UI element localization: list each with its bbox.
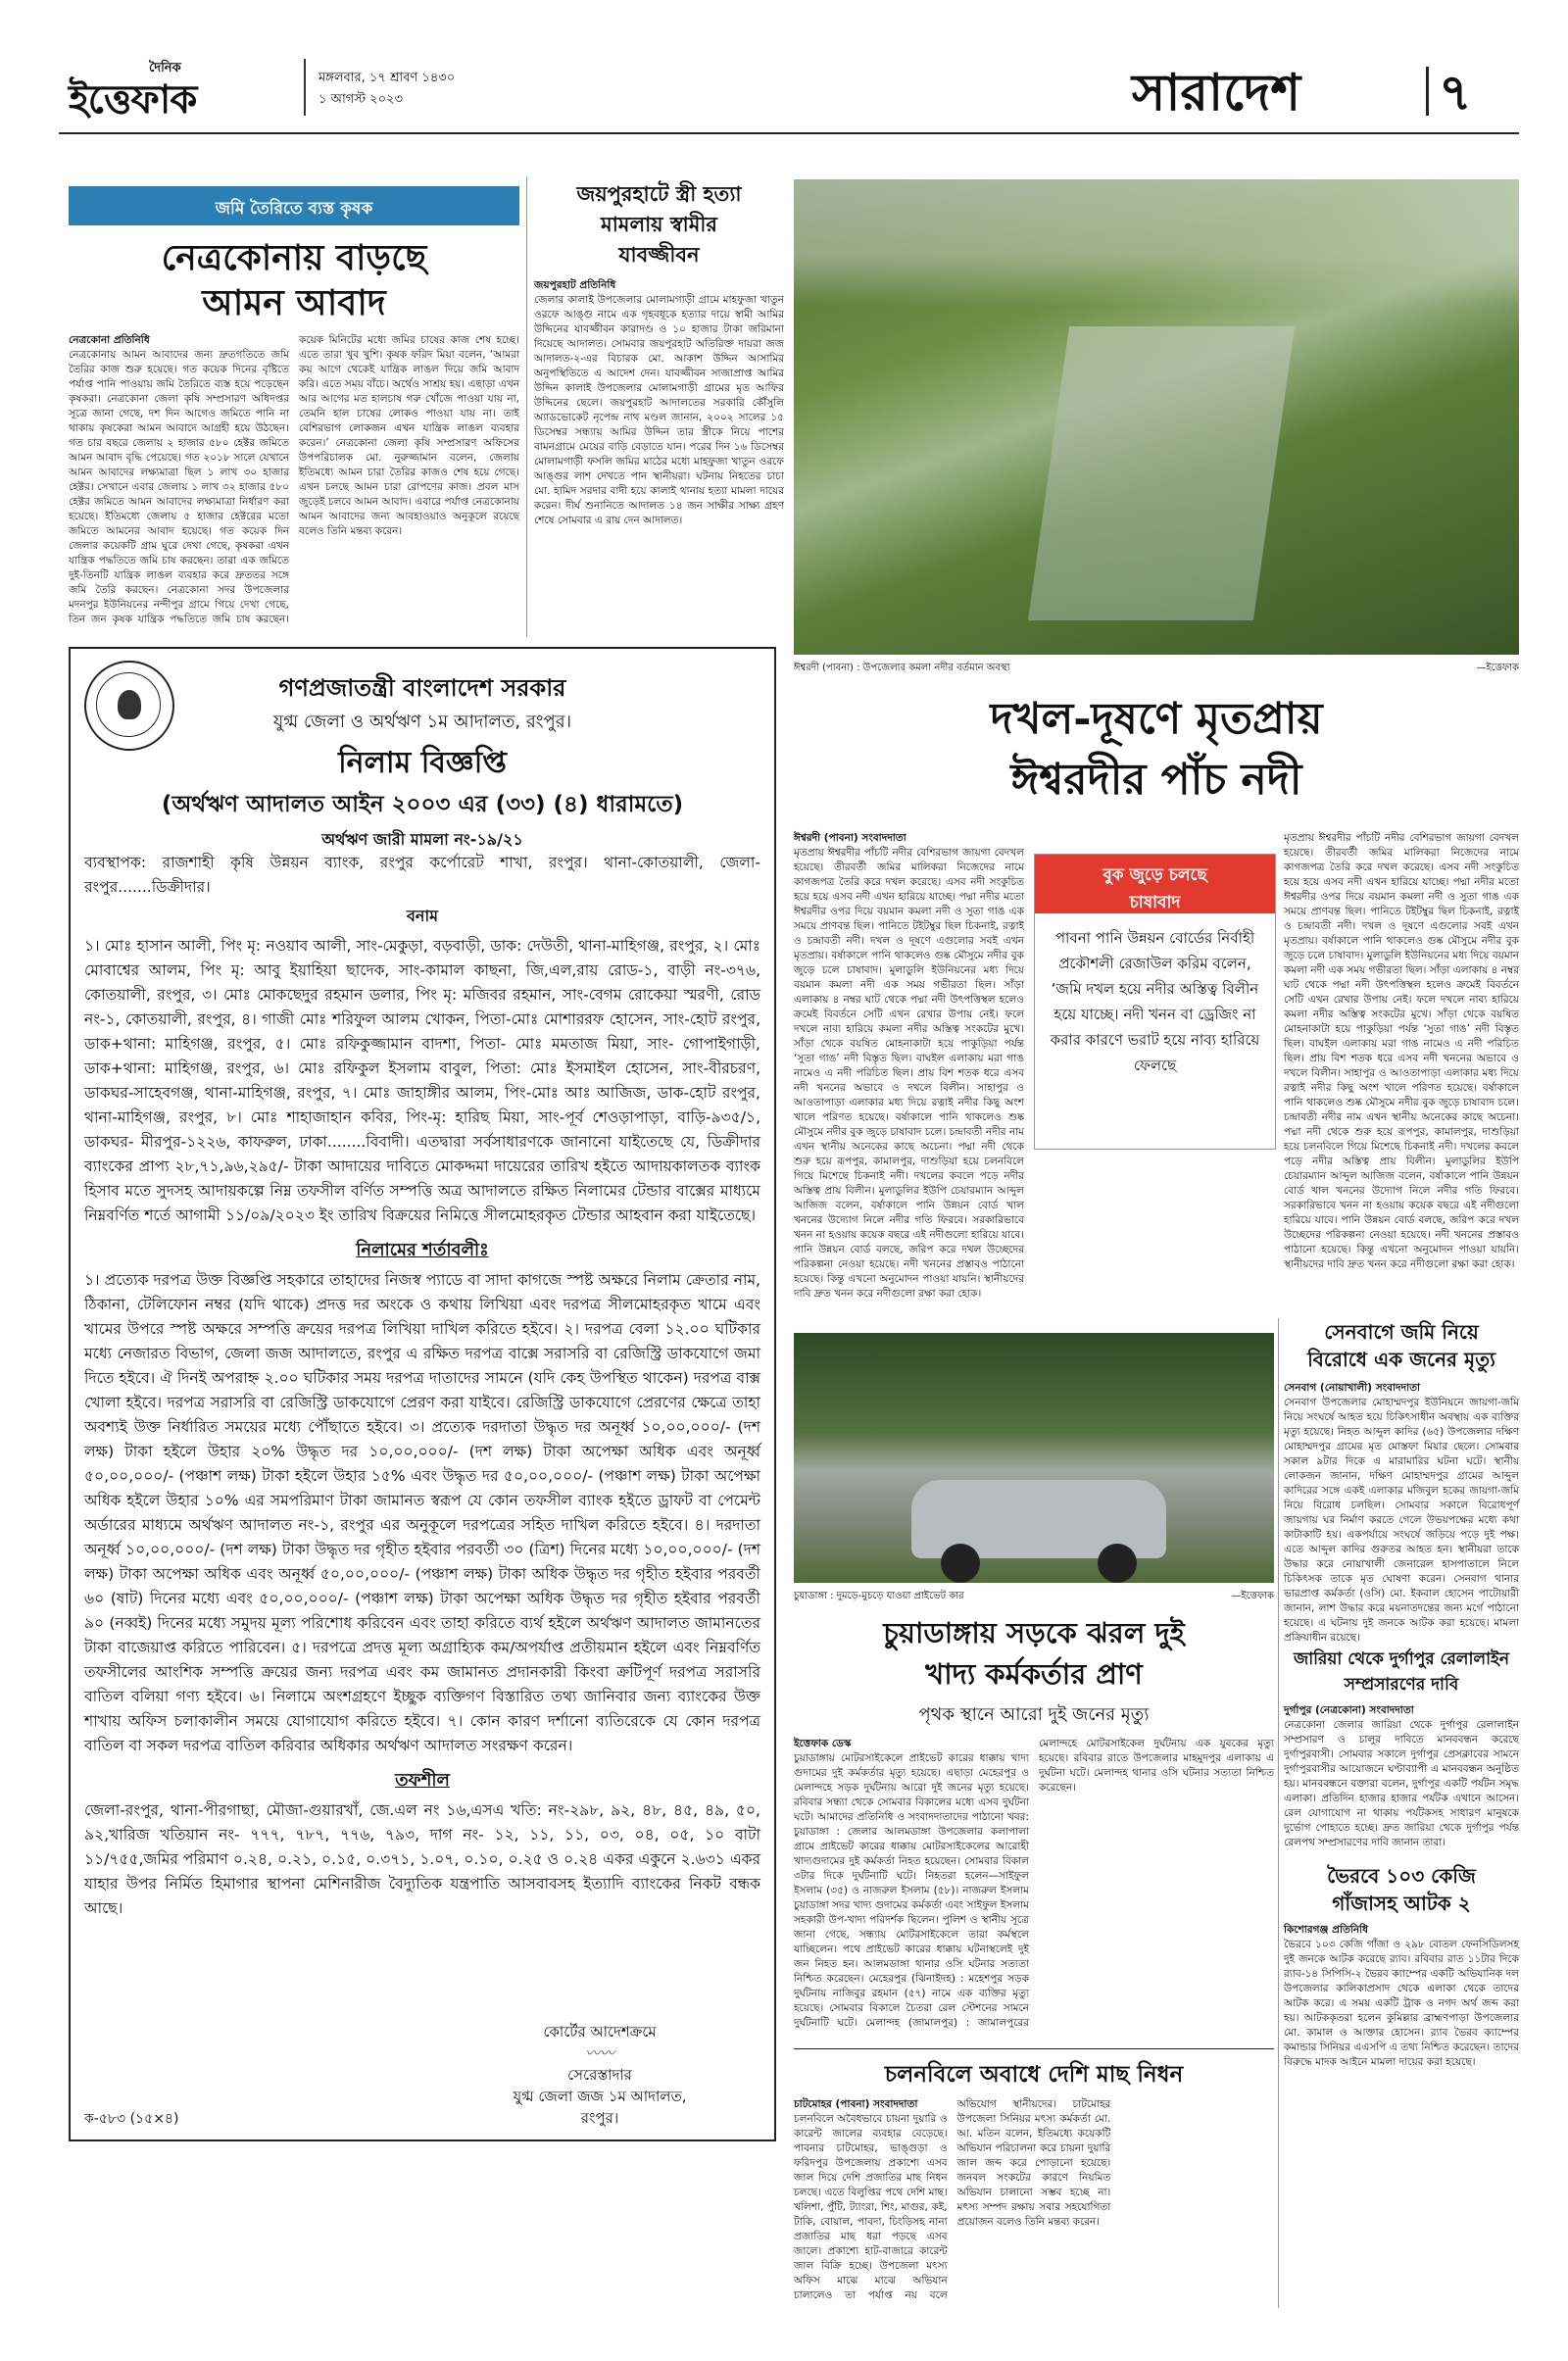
byline: কিশোরগঞ্জ প্রতিনিধি bbox=[1284, 1924, 1368, 1936]
headline bbox=[534, 178, 784, 270]
headline-line-1: জয়পুরহাটে স্ত্রী হত্যা bbox=[576, 181, 742, 206]
story-bhairab bbox=[1284, 1862, 1519, 2151]
section-divider bbox=[1426, 67, 1429, 116]
signature-block: কোর্টের আদেশক্রমে 〰〰 সেরেস্তাদার যুগ্ম জেলা জজ ১ম আদালত, রংপুর। bbox=[443, 2021, 757, 2129]
headline: জারিয়া থেকে দুর্গাপুর রেলালাইন সম্প্রসারণের দাবি bbox=[1293, 1649, 1509, 1695]
body-text: ভৈরবে ১০৩ কেজি গাঁজা ও ২৯৮ বোতল ফেনসিডিলসহ দুই জনকে আটক করেছে র‌্যাব। রবিবার রাত ১১টার দিকে র‌্যাব-১৪ সিপিসি-২ ভৈরব ক্যাম্পের একটি অভিযানিক দল উপজেলার কালিকাপ্রসাদ থেকে এলাকা থেকে তাদের আটক করে। এ সময় একটি ট্রাক ও নগদ অর্থ জব্দ করা হয়। আটককৃতরা হলেন কুমিল্লার ব্রাহ্মণপাড়া উপজেলার মো. কামাল ও আক্তার হোসেন। র‌্যাব ভৈরব ক্যাম্পের কমান্ডার সিনিয়র এএসপি এ তথ্য নিশ্চিত করেছেন। তাদের বিরুদ্ধে মাদক আইনে মামলা দায়ের করা হয়েছে। bbox=[1284, 1939, 1519, 2068]
headline-line-3: যাবজ্জীবন bbox=[618, 242, 700, 267]
headline-line-1: নেত্রকোনায় বাড়ছে bbox=[161, 237, 427, 278]
order-by: কোর্টের আদেশক্রমে bbox=[543, 2023, 657, 2041]
story-chuadanga bbox=[794, 1333, 1274, 2034]
body-text: চুয়াডাঙ্গায় মোটরসাইকেলে প্রাইভেট কারের ধাক্কায় খাদ্য গুদামের দুই কর্মকর্তার মৃত্যু হয়েছে। এছাড়া মেহেরপুর ও মেলান্দহে সড়ক দুর্ঘটনায় আরো দুই জনের মৃত্যু হয়েছে। রবিবার সন্ধ্যা থেকে সোমবার বিকালের মধ্যে এসব দুর্ঘটনা ঘটে। আমাদের প্রতিনিধি ও সংবাদদাতাদের পাঠানো খবর: চুয়াডাঙ্গা : জেলার আলমডাঙ্গা উপজেলার কলাপালা গ্রামে প্রাইভেট কারের ধাক্কায় মোটরসাইকেলের আরোহী খাদ্যগুদামের দুই কর্মকর্তা নিহত হয়েছেন। সোমবার বিকাল ৩টার দিকে দুর্ঘটনাটি ঘটে। নিহতরা হলেন—সাইফুল ইসলাম (৩৫) ও নাজরুল ইসলাম (৫৮)। নাজরুল ইসলাম চুয়াডাঙ্গা সদর খাদ্য গুদামের কর্মকর্তা এবং সাইফুল ইসলাম সহকারী উপ-খাদ্য পরিদর্শক ছিলেন। পুলিশ ও স্থানীয় সূত্রে জানা গেছে, সন্ধ্যায় মোটরসাইকেলে তারা কর্মস্থলে যাচ্ছিলেন। পথে প্রাইভেট কারের ধাক্কায় ঘটনাস্থলেই দুই জন নিহত হন। আলমডাঙ্গা থানার ওসি ঘটনার সত্যতা নিশ্চিত করেছেন। মেহেরপুর (ঝিনাইদহ) : মহেশপুর সড়ক দুর্ঘটনায় নাজিবুর রহমান (৫৭) নামে এক ব্যক্তির মৃত্যু হয়েছে। সোমবার বিকালে চৈতরা রেল স্টেশনের সামনে দুর্ঘটনাটি ঘটে। মেলান্দহ (জামালপুর) : জামালপুরের মেলান্দহে মোটরসাইকেল দুর্ঘটনায় এক যুবকের মৃত্যু হয়েছে। রবিবার রাতে উপজেলার মাহমুদপুর এলাকায় এ দুর্ঘটনা ঘটে। মেলান্দহ থানার ওসি ঘটনার সত্যতা নিশ্চিত করেছেন। bbox=[794, 1738, 1274, 2029]
byline: নেত্রকোনা প্রতিনিধি bbox=[69, 334, 150, 346]
article-body-col1 bbox=[794, 831, 1024, 1306]
conditions-title: নিলামের শর্তাবলীঃ bbox=[356, 1240, 489, 1260]
article-body bbox=[1284, 1923, 1519, 2148]
page-number: ৭ bbox=[1439, 63, 1472, 123]
headline bbox=[794, 689, 1519, 811]
article-body bbox=[1284, 1381, 1519, 1644]
masthead-rule bbox=[59, 132, 1519, 134]
column-divider bbox=[526, 176, 527, 637]
notice-code: ক-৫৮৩ (১৫×৪) bbox=[84, 2111, 179, 2127]
headline-line-2: ঈশ্বরদীর পাঁচ নদী bbox=[1010, 755, 1302, 805]
kicker-text: জমি তৈরিতে ব্যস্ত কৃষক bbox=[215, 199, 373, 219]
article-body bbox=[794, 1737, 1274, 2031]
pull-quote-text: পাবনা পানি উন্নয়ন বোর্ডের নির্বাহী প্রকৌশলী রেজাউল করিম বলেন, ‘জমি দখল হয়ে নদীর অস্তিত্ব বিলীন হয়ে যাচ্ছে। নদী খনন বা ড্রেজিং না করার কারণে ভরাট হয়ে নাব্য হারিয়ে ফেলছে bbox=[1050, 929, 1260, 1074]
article-body bbox=[794, 2097, 1274, 2315]
story-netrokona bbox=[69, 186, 519, 637]
masthead-divider bbox=[304, 59, 306, 116]
headline: চুয়াডাঙ্গায় সড়কে ঝরল দুই খাদ্য কর্মকর্তার প্রাণ bbox=[883, 1616, 1185, 1691]
case-number: অর্থঋণ জারী মামলা নং-১৯/২১ bbox=[321, 830, 523, 849]
headline-line-2: আমন আবাদ bbox=[202, 282, 386, 323]
byline: ঈশ্বরদী (পাবনা) সংবাদদাতা bbox=[794, 832, 906, 844]
headline bbox=[69, 235, 519, 325]
article-body bbox=[1284, 1703, 1519, 1850]
photo-credit: —ইত্তেফাক bbox=[1476, 663, 1519, 673]
headline: ভৈরবে ১০৩ কেজি গাঁজাসহ আটক ২ bbox=[1327, 1864, 1476, 1915]
kicker-banner bbox=[69, 186, 519, 225]
photo-caption: চুয়াডাঙ্গা : দুমড়ে-মুচড়ে যাওয়া প্রাইভেট কার bbox=[794, 1591, 964, 1601]
notice-law: (অর্থঋণ আদালত আইন ২০০৩ এর (৩৩) (৪) ধারামতে) bbox=[161, 792, 684, 817]
article-body-col2: মৃতপ্রায় ঈশ্বরদীর পাঁচটি নদীর বেশিরভাগ জায়গা বেদখল হয়েছে। তীরবর্তী জমির মালিকরা নিজেদের নামে কাগজপত্র তৈরি করে দখল করেছে। এসব নদী সংকুচিত হয়ে হয়ে এসব নদী এখন হারিয়ে যাচ্ছে। পদ্মা নদীর মতো ঈশ্বরদীর ওপর দিয়ে বয়মান কমলা নদী ও সুতা গাঙ এক সময়ে প্রাণবন্ত ছিল। পানিতে টইটম্বুর ছিল চিকনাই, রত্নাই ও চন্দ্রাবতী নদী। দখল ও দূষণে এগুলোর সবই এখন মৃতপ্রায়। বর্ষাকালে পানি থাকলেও গুষ্ক মৌসুমে নদীর বুক জুড়ে চলে চাষাবাদ। মুলাডুলি ইউনিয়নের মধ্য দিয়ে বয়মান কমলা নদী এক সময় গভীরতা ছিল। সাঁড়া এলাকায় ৪ নম্বর ঘাট থেকে পদ্মা নদী উৎপত্তিস্থল হলেও ক্রমেই বিবর্তনে সেটি এখন রেখার উপায় নেই। ফলে দখলে নাব্য হারিয়ে কমলা নদীর অস্তিত্ব সংকটের মুখে। সাঁড়া থেকে বয়ষিত মোহনাকাটা হয়ে পাকুড়িয়া পর্যন্ত ‘সুতা গাঙ’ নদী বিস্তৃত ছিল। বাঘইল এলাকায় মরা গাঙ নামেও এ নদী পরিচিত ছিল। প্রায় বিশ শতক ধরে এসব নদী খননের অভাবে ও দখলে বিলীন। সাহাপুর ও আওতাপাড়া এলাকার মধ্য দিয়ে রত্নাই নদীর কিছু অংশ খালে পরিণত হয়েছে। বর্ষাকালে পানি থাকলেও শুষ্ক মৌসুমে নদীর বুক জুড়ে চাষাবাদ চলে। চন্দ্রাবতী নদীর নাম এখন স্থানীয় অনেকের কাছে অচেনা। পদ্মা নদী থেকে শুরু হয়ে রূপপুর, কামালপুর, দাশুড়িয়া হয়ে চলনবিলে গিয়ে মিশেছে চিকনাই নদী। দখলের কবলে পড়ে নদীর অস্তিত্ব প্রায় বিলীন। মুলাডুলির ইউপি চেয়ারম্যান আব্দুল আজিজ বলেন, বর্ষাকালে পানি উন্নয়ন বোর্ড খাল খননের উদ্যোগ নিলে নদীর গতি ফিরবে। সরকারিভাবে খনন না হওয়ায় কয়েক বছরে এই নদীগুলো হারিয়ে যাবে। পানি উন্নয়ন বোর্ড বলছে, জরিপ করে দখল উচ্ছেদের পরিকল্পনা নেওয়া হয়েছে। নদী খননের প্রস্তাবও পাঠানো হয়েছে। কিন্তু এখনো অনুমোদন পাওয়া যায়নি। স্থানীয়দের দাবি দ্রুত খনন করে নদীগুলো রক্ষা করা হোক। bbox=[1284, 832, 1519, 1270]
story-chalanbil bbox=[794, 2048, 1274, 2318]
column-divider bbox=[1278, 1318, 1279, 2308]
byline: সেনবাগ (নোয়াখালী) সংবাদদাতা bbox=[1284, 1382, 1421, 1394]
headline: সেনবাগে জমি নিয়ে বিরোধে এক জনের মৃত্যু bbox=[1307, 1320, 1495, 1371]
schedule-title: তফশীল bbox=[395, 1770, 450, 1791]
car-crash-photo bbox=[794, 1333, 1274, 1583]
pull-quote-heading: বুক জুড়ে চলছে চাষাবাদ bbox=[1035, 855, 1275, 913]
logo-main-text: ইত্তেফাক bbox=[69, 76, 197, 123]
headline-line-2: মামলায় স্বামীর bbox=[601, 212, 717, 236]
govt-title: গণপ্রজাতন্ত্রী বাংলাদেশ সরকার bbox=[278, 674, 566, 702]
notice-title: নিলাম বিজ্ঞপ্তি bbox=[338, 746, 507, 780]
signature-scribble: 〰〰 bbox=[584, 2044, 614, 2062]
story-joypurhat bbox=[534, 176, 784, 632]
byline: দুর্গাপুর (নেত্রকোনা) সংবাদদাতা bbox=[1284, 1704, 1414, 1716]
article-body bbox=[534, 278, 784, 631]
notice-body bbox=[84, 851, 760, 1921]
section-title: সারাদেশ bbox=[1132, 63, 1301, 123]
photo-caption: ঈশ্বরদী (পাবনা) : উপজেলার কমলা নদীর বর্তমান অবস্থা bbox=[794, 663, 1010, 673]
date-bangla: মঙ্গলবার, ১৭ শ্রাবণ ১৪৩০ bbox=[318, 71, 456, 85]
body-text: মৃতপ্রায় ঈশ্বরদীর পাঁচটি নদীর বেশিরভাগ জায়গা বেদখল হয়েছে। তীরবর্তী জমির মালিকরা নিজেদের নামে কাগজপত্র তৈরি করে দখল করেছে। এসব নদী সংকুচিত হয়ে হয়ে এসব নদী এখন হারিয়ে যাচ্ছে। পদ্মা নদীর মতো ঈশ্বরদীর ওপর দিয়ে বয়মান কমলা নদী ও সুতা গাঙ এক সময়ে প্রাণবন্ত ছিল। পানিতে টইটম্বুর ছিল চিকনাই, রত্নাই ও চন্দ্রাবতী নদী। দখল ও দূষণে এগুলোর সবই এখন মৃতপ্রায়। বর্ষাকালে পানি থাকলেও গুষ্ক মৌসুমে নদীর বুক জুড়ে চলে চাষাবাদ। মুলাডুলি ইউনিয়নের মধ্য দিয়ে বয়মান কমলা নদী এক সময় গভীরতা ছিল। সাঁড়া এলাকায় ৪ নম্বর ঘাট থেকে পদ্মা নদী উৎপত্তিস্থল হলেও ক্রমেই বিবর্তনে সেটি এখন রেখার উপায় নেই। ফলে দখলে নাব্য হারিয়ে কমলা নদীর অস্তিত্ব সংকটের মুখে। সাঁড়া থেকে বয়ষিত মোহনাকাটা হয়ে পাকুড়িয়া পর্যন্ত ‘সুতা গাঙ’ নদী বিস্তৃত ছিল। বাঘইল এলাকায় মরা গাঙ নামেও এ নদী পরিচিত ছিল। প্রায় বিশ শতক ধরে এসব নদী খননের অভাবে ও দখলে বিলীন। সাহাপুর ও আওতাপাড়া এলাকার মধ্য দিয়ে রত্নাই নদীর কিছু অংশ খালে পরিণত হয়েছে। বর্ষাকালে পানি থাকলেও শুষ্ক মৌসুমে নদীর বুক জুড়ে চাষাবাদ চলে। চন্দ্রাবতী নদীর নাম এখন স্থানীয় অনেকের কাছে অচেনা। পদ্মা নদী থেকে শুরু হয়ে রূপপুর, কামালপুর, দাশুড়িয়া হয়ে চলনবিলে গিয়ে মিশেছে চিকনাই নদী। দখলের কবলে পড়ে নদীর অস্তিত্ব প্রায় বিলীন। মুলাডুলির ইউপি চেয়ারম্যান আব্দুল আজিজ বলেন, বর্ষাকালে পানি উন্নয়ন বোর্ড খাল খননের উদ্যোগ নিলে নদীর গতি ফিরবে। সরকারিভাবে খনন না হওয়ায় কয়েক বছরে এই নদীগুলো হারিয়ে যাবে। পানি উন্নয়ন বোর্ড বলছে, জরিপ করে দখল উচ্ছেদের পরিকল্পনা নেওয়া হয়েছে। নদী খননের প্রস্তাবও পাঠানো হয়েছে। কিন্তু এখনো অনুমোদন পাওয়া যায়নি। স্থানীয়দের দাবি দ্রুত খনন করে নদীগুলো রক্ষা করা হোক। bbox=[794, 847, 1024, 1300]
article-body bbox=[69, 333, 519, 637]
masthead bbox=[59, 39, 1519, 137]
photo-credit: —ইত্তেফাক bbox=[1231, 1591, 1274, 1601]
river-photo bbox=[794, 179, 1519, 655]
plaintiff-text: ব্যবস্থাপক: রাজশাহী কৃষি উন্নয়ন ব্যাংক, রংপুর কর্পোরেট শাখা, রংপুর। থানা-কোতয়ালী, জেলা-রংপুর.......ডিক্রীদার। bbox=[84, 854, 760, 896]
byline: ইত্তেফাক ডেস্ক bbox=[794, 1738, 852, 1749]
story-durgapur bbox=[1284, 1647, 1519, 1852]
story-ishwardi bbox=[794, 179, 1519, 1311]
pull-quote-box bbox=[1034, 854, 1276, 1150]
auction-notice bbox=[69, 647, 776, 2141]
schedule-text: জেলা-রংপুর, থানা-পীরগাছা, মৌজা-গুয়ারখাঁ, জে.এল নং ১৬,এসএ খতি: নং-২৯৮, ৯২, ৪৮, ৪৫, ৪৯, ৫০, ৯২,খারিজ খতিয়ান নং- ৭৭৭, ৭৮৭, ৭৭৬, ৭৯৩, দাগ নং- ১২, ১১, ১১, ০৩, ০৪, ০৫, ১০ বাটা ১১/৭৫৫,জমির পরিমাণ ০.২৪, ০.২১, ০.১৫, ০.৩৭১, ১.০৭, ০.১০, ০.২৫ ও ০.২৪ একর একুনে ২.৬৩১ একর যাহার উপর নির্মিত হিমাগার স্থাপনা মেশিনারীজ বৈদ্যুতিক যন্ত্রপাতি আসবাবসহ ইত্যাদি ব্যাংকের নিকট বন্ধক আছে। bbox=[84, 1801, 760, 1917]
body-text: নেত্রকোনায় আমন আবাদের জন্য দ্রুতগতিতে জমি তৈরির কাজ শুরু হয়েছে। গত কয়েক দিনের বৃষ্টিতে পর্যাপ্ত পানি পাওয়ায় জমি তৈরিতে ব্যস্ত হয়ে পড়েছেন কৃষকরা। নেত্রকোনা জেলা কৃষি সম্প্রসারণ অধিদপ্তর সূত্রে জানা গেছে, দশ দিন আগেও জমিতে পানি না থাকায় কৃষকেরা আমন আবাদে আগ্রহী হয়ে উঠছেন। গত চার বছরে জেলায় ২ হাজার ৫৮০ হেক্টর জমিতে আমন আবাদ বৃদ্ধি পেয়েছে। গত ২০১৮ সালে যেখানে আমন আবাদের লক্ষ্যমাত্রা ছিল ১ লাখ ৩০ হাজার হেক্টর। সেখানে এবার জেলায় ১ লাখ ৩২ হাজার ৫৮০ হেক্টর জমিতে আমন আবাদের লক্ষ্যমাত্রা নির্ধারণ করা হয়েছে। ইতিমধ্যে জেলায় ৫ হাজার হেক্টরের মতো জমিতে আমনের আবাদ হয়েছে। গত কয়েক দিন জেলার কয়েকটি গ্রাম ঘুরে দেখা গেছে, কৃষকরা এখন যান্ত্রিক পদ্ধতিতে জমি চাষ করছেন। তারা এক জমিতে দুই-তিনটি যান্ত্রিক লাঙল ব্যবহার করে দ্রুততর সঙ্গে জমি তৈরি করছেন। নেত্রকোনা সদর উপজেলার মদনপুর ইউনিয়নের নন্দীপুর গ্রামে গিয়ে দেখা গেছে, তিন জন কৃষক যান্ত্রিক পদ্ধতিতে জমি চাষ করছেন। কয়েক মিনিটের মধ্যে জমির চাষের কাজ শেষ হচ্ছে। এতে তারা খুব খুশি। কৃষক ফরিদ মিয়া বলেন, ‘আমরা কয় আগে থেকেই যান্ত্রিক লাঙল দিয়ে জমি আবাদ করি। এতে সময় বাঁচে। অর্থেও সাশ্রয় হয়। এছাড়া এখন আর আগের মত হালচাষ গরু খোঁজে পাওয়া যায় না, তেমনি হাল চাষের লোকও পাওয়া যায় না। তাই বেশিরভাগ লোকজন এখন যান্ত্রিক লাঙল ব্যবহার করেন।’ নেত্রকোনা জেলা কৃষি সম্প্রসারণ অফিসের উপপরিচালক মো. নুরুজ্জামান বলেন, জেলায় ইতিমধ্যে আমন চারা তৈরির কাজও শেষ হয়ে গেছে। এখন চলছে আমন চারা রোপণের কাজ। প্রবল মাস জুড়েই চলবে আমন আবাদ। এবারে পর্যাপ্ত নেত্রকোনায় আমন আবাদের জন্য আবহাওয়াও অনুকূলে রয়েছে বলেও তিনি মন্তব্য করেন। bbox=[69, 334, 519, 625]
date-english: ১ আগস্ট ২০২৩ bbox=[318, 92, 403, 107]
newspaper-logo bbox=[69, 57, 304, 123]
body-text: জেলার কালাই উপজেলার মোলামগাড়ী গ্রামে মাহফুজা খাতুন ওরফে আঙ্গু নামে এক গৃহবধূকে হত্যার দায়ে স্বামী আমির উদ্দিনের যাবজ্জীবন কারাদণ্ড ও ১০ হাজার টাকা জরিমানা দিয়েছে আদালত। সোমবার জয়পুরহাট অতিরিক্ত দায়রা জজ আদালত-২-এর বিচারক মো. আকাশ উদ্দিন আসামির অনুপস্থিতিতে এ আদেশ দেন। যাবজ্জীবন সাজাপ্রাপ্ত আমির উদ্দিন কালাই উপজেলার মোলামগাড়ী গ্রামের মৃত আফির উদ্দিনের ছেলে। জয়পুরহাট আদালতের সরকারি কৌঁসুলি অ্যাডভোকেট নৃপেন্দ্র নাথ মণ্ডল জানান, ২০০২ সালের ১৫ ডিসেম্বর সন্ধ্যায় আমির উদ্দিন তার স্ত্রীকে নিয়ে পাশের বামনগ্রামে মেয়ের বাড়ি বেড়াতে যান। পরের দিন ১৬ ডিসেম্বর মোলামগাড়ী ফসলি জমির মাঠের মধ্যে মাহফুজা খাতুন ওরফে আঙ্গুর লাশ দেখতে পান স্থানীয়রা। ঘটনায় নিহতের চাচা মো. হামিদ সরদার বাদী হয়ে কালাই থানায় হত্যা মামলা দায়ের করেন। দীর্ঘ শুনানিতে আদালত ১৪ জন সাক্ষীর সাক্ষ্য গ্রহণ শেষে সোমবার এ রায় দেন আদালত। bbox=[534, 294, 784, 526]
logo-small-text: দৈনিক bbox=[149, 61, 181, 75]
byline: চাটমোহর (পাবনা) সংবাদদাতা bbox=[794, 2098, 918, 2110]
byline: জয়পুরহাট প্রতিনিধি bbox=[534, 279, 616, 291]
defendants-text: ১। মোঃ হাসান আলী, পিং মৃ: নওয়াব আলী, সাং-মেকুড়া, বড়বাড়ী, ডাক: দেউতী, থানা-মাহিগঞ্জ, রংপুর, ২। মোঃ মোবাশ্বের আলম, পিং মৃ: আবু ইয়াহিয়া ছাদেক, সাং-কামাল কাছনা, জি,এল,রায় রোড-১, বাড়ী নং-৩৭৬, কোতয়ালী, রংপুর, ৩। মোঃ মোকছেদুর রহমান ডলার, পিং মৃ: মজিবর রহমান, সাং-বেগম রোকেয়া স্মরণী, রোড নং-১, কোতয়ালী, রংপুর, ৪। গাজী মোঃ শরিফুল আলম খোকন, পিতা-মোঃ মোশাররফ হোসেন, সাং-হোট রংপুর, ডাক+থানা: মাহিগঞ্জ, রংপুর, ৫। মোঃ রফিকুজ্জামান বাদশা, পিতা- মোঃ মমতাজ মিয়া, সাং- গোপাইগাড়ী, ডাক+থানা: মাহিগঞ্জ, রংপুর, ৬। মোঃ রফিকুল ইসলাম বাবুল, পিতা: মোঃ ইসমাইল হোসেন, সাং-বীরচরণ, ডাকঘর-সাহেবগঞ্জ, থানা-মাহিগঞ্জ, রংপুর, ৭। মোঃ জাহাঙ্গীর আলম, পিং-মোঃ আঃ আজিজ, ডাক-হোট রংপুর, থানা-মাহিগঞ্জ, রংপুর, ৮। মোঃ শাহাজাহান কবির, পিং-মৃ: হারিছ মিয়া, সাং-পূর্ব শেওড়াপাড়া, বাড়ি-৯৩৫/১, ডাকঘর- মীরপুর-১২২৬, কাফরুল, ঢাকা........বিবাদী। এতদ্বারা সর্বসাধারণকে জানানো যাইতেছে যে, ডিক্রীদার ব্যাংকের প্রাপ্য ২৮,৭১,৯৬,২৯৫/- টাকা আদায়ের দাবিতে মোকদ্দমা দায়েরের তারিখ হইতে আদায়কালতক ব্যাংক হিসাব মতে সুদসহ আদায়কল্পে নিম্ন তফসীল বর্ণিত সম্পত্তি অত্র আদালতে রক্ষিত নিলামের টেন্ডার বাক্সের মাধ্যমে নিম্নবর্ণিত শর্তে আগামী ১১/০৯/২০২৩ ইং তারিখ বিক্রয়ের নিমিত্তে সীলমোহরকৃত টেন্ডার আহবান করা যাইতেছে। bbox=[84, 937, 760, 1224]
versus-label: বনাম bbox=[407, 907, 438, 925]
signatory-title: সেরেস্তাদার bbox=[567, 2066, 632, 2084]
story-senbag bbox=[1284, 1318, 1519, 1644]
body-text: সেনবাগ উপজেলার মোহাম্মদপুর ইউনিয়নে জায়গা-জমি নিয়ে সংঘর্ষে আহত হয়ে চিকিৎসাধীন অবস্থায় এক ব্যক্তির মৃত্যু হয়েছে। নিহত আব্দুল কাদির (৬৫) উপজেলার দক্ষিণ মোহাম্মদপুর গ্রামের মৃত মোস্তফা মিয়ার ছেলে। সোমবার সকাল ৯টার দিকে এ মারামারির ঘটনা ঘটে। স্থানীয় লোকজন জানান, দক্ষিণ মোহাম্মদপুর গ্রামের আব্দুল কাদিরের সঙ্গে একই এলাকার মজিবুল হকের জায়গা-জমি নিয়ে বিরোধ চলছিল। সোমবার সকালে বিরোধপূর্ণ জায়গায় ঘর নির্মাণ করতে গেলে উভয়পক্ষের মধ্যে কথা কাটাকাটি হয়। একপর্যায়ে সংঘর্ষে জড়িয়ে পড়ে দুই পক্ষ। এতে আব্দুল কাদির গুরুতর আহত হন। স্থানীয়রা তাকে উদ্ধার করে নোয়াখালী জেনারেল হাসপাতালে নিলে চিকিৎসক তাকে মৃত ঘোষণা করেন। সেনবাগ থানার ভারপ্রাপ্ত কর্মকর্তা (ওসি) মো. ইকবাল হোসেন পাটোয়ারী জানান, লাশ উদ্ধার করে ময়নাতদন্তের জন্য মর্গে পাঠানো হয়েছে। এ ঘটনায় দুই জনকে আটক করা হয়েছে। মামলা প্রক্রিয়াধীন রয়েছে। bbox=[1284, 1397, 1519, 1644]
body-text: নেত্রকোনা জেলার জারিয়া থেকে দুর্গাপুর রেলালাইন সম্প্রসারণ ও চালুর দাবিতে মানববন্ধন করেছে দুর্গাপুরবাসী। সোমবার সকালে দুর্গাপুর প্রেসক্লাবের সামনে দুর্গাপুরবাসীর আয়োজনে ঘণ্টাব্যাপী এ মানববন্ধন অনুষ্ঠিত হয়। মানববন্ধনে বক্তারা বলেন, দুর্গাপুর একটি পর্যটন সমৃদ্ধ এলাকা। প্রতিদিন হাজার হাজার পর্যটক এখানে আসেন। রেল যোগাযোগ না থাকায় পর্যটকসহ সাধারণ মানুষকে দুর্ভোগ পোহাতে হচ্ছে। দ্রুত জারিয়া থেকে দুর্গাপুর পর্যন্ত রেলপথ সম্প্রসারণের দাবি জানান তারা। bbox=[1284, 1719, 1519, 1848]
subheadline: পৃথক স্থানে আরো দুই জনের মৃত্যু bbox=[918, 1704, 1150, 1725]
headline: চলনবিলে অবাধে দেশি মাছ নিধন bbox=[884, 2061, 1184, 2088]
court-name: যুগ্ম জেলা ও অর্থঋণ ১ম আদালত, রংপুর। bbox=[272, 712, 572, 732]
body-text: চলনবিলে অবৈধভাবে চায়না দুয়ারি ও কারেন্ট জালের ব্যবহার বেড়েছে। পাবনার চাটমোহর, ভাঙ্গুড়া ও ফরিদপুর উপজেলায় প্রকাশ্যে এসব জাল দিয়ে দেশি প্রজাতির মাছ নিধন চলছে। এতে বিলুপ্তির পথে দেশি মাছ। খলিশা, পুঁটি, ট্যাংরা, শিং, মাগুর, কই, টাকি, বোয়াল, পাবদা, চিংড়িসহ নানা প্রজাতির মাছ ধরা পড়ছে এসব জালে। প্রকাশ্যে হাট-বাজারে কারেন্ট জাল বিক্রি হচ্ছে। উপজেলা মৎস্য অফিস মাঝে মাঝে অভিযান চালালেও তা পর্যাপ্ত নয় বলে অভিযোগ স্থানীয়দের। চাটমোহর উপজেলা সিনিয়র মৎস্য কর্মকর্তা মো. আ. মতিন বলেন, ইতিমধ্যে কয়েকটি অভিযান পরিচালনা করে চায়না দুয়ারি জাল জব্দ করে পোড়ানো হয়েছে। জনবল সংকটের কারণে নিয়মিত অভিযান চালানো সম্ভব হচ্ছে না। মৎস্য সম্পদ রক্ষায় সবার সহযোগিতা প্রয়োজন বলেও তিনি মন্তব্য করেন। bbox=[794, 2098, 1111, 2301]
headline-line-1: দখল-দূষণে মৃতপ্রায় bbox=[990, 694, 1323, 744]
conditions-text: ১। প্রত্যেক দরপত্র উক্ত বিজ্ঞপ্তি সহকারে তাহাদের নিজস্ব প্যাডে বা সাদা কাগজে স্পষ্ট অক্ষরে নিলাম ক্রেতার নাম, ঠিকানা, টেলিফোন নম্বর (যদি থাকে) প্রদত্ত দর অংকে ও কথায় লিখিয়া এবং দরপত্র সীলমোহরকৃত খামে এবং খামের উপরে স্পষ্ট অক্ষরে সম্পত্তি ক্রয়ের দরপত্র লিখিয়া দাখিল করিতে হইবে। ২। দরপত্র বেলা ১২.০০ ঘটিকার মধ্যে নেজারত বিভাগ, জেলা জজ আদালতে, রংপুর এ রক্ষিত দরপত্র বাক্সে সরাসরি বা রেজিস্ট্রি ডাকযোগে জমা দিতে হইবে। ঐ দিনই অপরাহ্ন ২.০০ ঘটিকার সময় দরপত্র দাতাদের সামনে (যদি কেহ উপস্থিত থাকেন) দরপত্র বাক্স খোলা হইবে। দরপত্র সরাসরি বা রেজিস্ট্রি ডাকযোগে প্রেরণ করা যাইবে। রেজিস্ট্রি ডাকযোগে প্রেরণের ক্ষেত্রে তাহা অবশ্যই উক্ত নির্ধারিত সময়ের মধ্যে পৌঁছাতে হইবে। ৩। প্রত্যেক দরদাতা উদ্ধৃত দর অনূর্ধ্ব ১০,০০,০০০/- (দশ লক্ষ) টাকা হইলে উহার ২০% উদ্ধৃত দর ১০,০০,০০০/- (দশ লক্ষ) টাকা অপেক্ষা অধিক এবং অনূর্ধ্ব ৫০,০০,০০০/- (পঞ্চাশ লক্ষ) টাকা হইলে উহার ১৫% এবং উদ্ধৃত দর ৫০,০০,০০০/- (পঞ্চাশ লক্ষ) টাকা অপেক্ষা অধিক হইলে উহার ১০% এর সমপরিমাণ টাকা জামানত স্বরূপ যে কোন তফসীল ব্যাংক হইতে ড্রাফট বা পেমেন্ট অর্ডারের মাধ্যমে অর্থঋণ আদালত নং-১, রংপুর এর অনুকূলে দরপত্রের সহিত দাখিল করিতে হইবে। ৪। দরদাতা অনূর্ধ্ব ১০,০০,০০০/- (দশ লক্ষ) টাকা উদ্ধৃত দর গৃহীত হইবার পরবর্তী ৩০ (ত্রিশ) দিনের মধ্যে ১০,০০,০০০/- (দশ লক্ষ) টাকা অপেক্ষা অধিক এবং অনূর্ধ্ব ৫০,০০,০০০/- (পঞ্চাশ লক্ষ) টাকা অধিক উদ্ধৃত দর গৃহীত হইবার পরবর্তী ৬০ (ষাট) দিনের মধ্যে এবং ৫০,০০,০০০/- (পঞ্চাশ লক্ষ) টাকা অপেক্ষা অধিক উদ্ধৃত দর গৃহীত হইবার পরবর্তী ৯০ (নব্বই) দিনের মধ্যে সমুদয় মূল্য পরিশোধ করিবেন এবং তাহা করিতে ব্যর্থ হইলে অর্থঋণ আদালত জামানতের টাকা বাজেয়াপ্ত করিতে পারিবেন। ৫। দরপত্রে প্রদত্ত মূল্য অগ্রাহ্যিক কম/অপর্যাপ্ত প্রতীয়মান হইলে এবং নিম্নবর্ণিত তফসীলের আংশিক সম্পত্তি ক্রয়ের জন্য দরপত্র এবং কম জামানত প্রদানকারী কিংবা ক্রটিপূর্ণ দরপত্র সরাসরি বাতিল বলিয়া গণ্য হইবে। ৬। নিলামে অংশগ্রহণে ইচ্ছুক ব্যক্তিগণ বিস্তারিত তথ্য জানিবার জন্য ব্যাংকের উক্ত শাখায় অফিস চলাকালীন সময়ে যোগাযোগ করিতে হইবে। ৭। কোন কারণ দর্শানো ব্যতিরেকে যে কোন দরপত্র বাতিল বা সকল দরপত্র বাতিল করিবার অধিকার অর্থঋণ আদালত সংরক্ষণ করেন। bbox=[84, 1271, 760, 1754]
